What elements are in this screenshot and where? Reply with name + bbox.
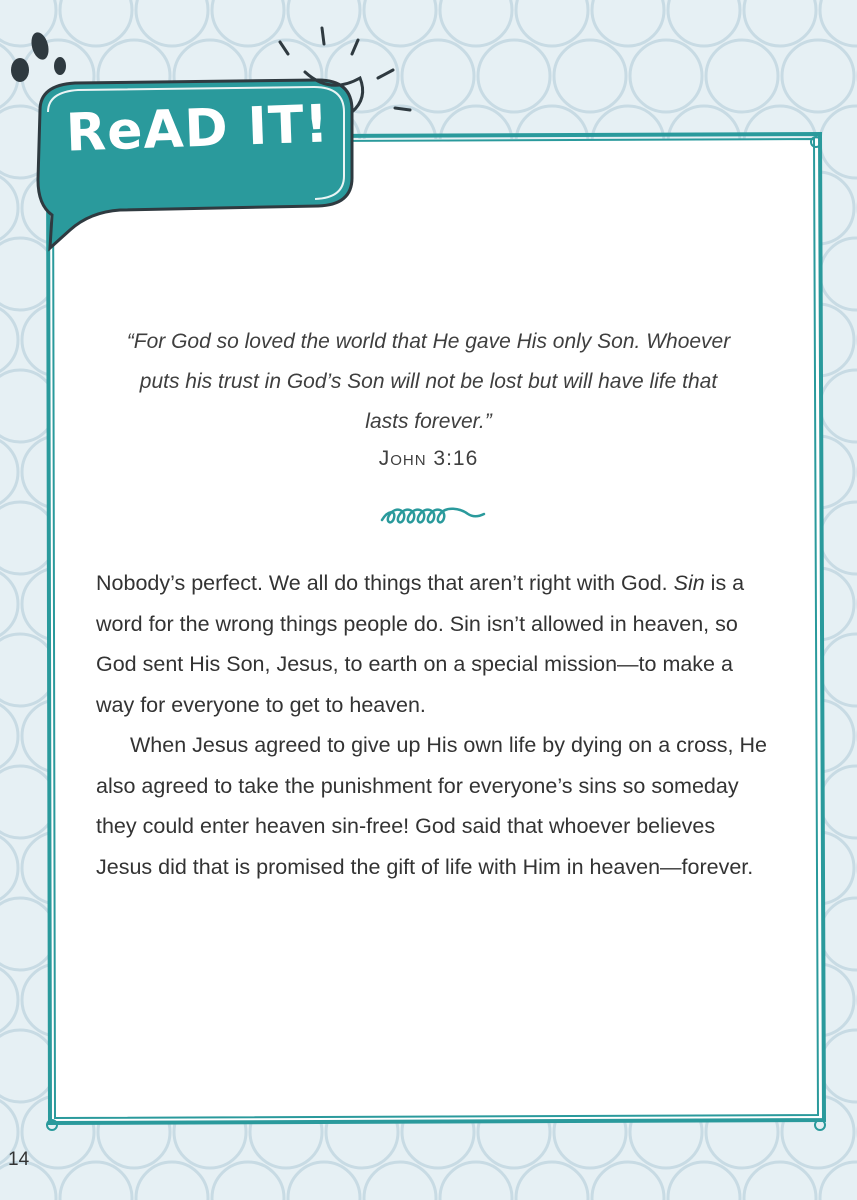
scripture-verse [120, 322, 737, 476]
body-text [96, 563, 776, 887]
verse-text: “For God so loved the world that He gave His only Son. Whoever puts his trust in God’s Son will not be lost but will have life that lasts forever.” [126, 330, 731, 433]
paragraph-1-lead: Nobody’s perfect. We all do things that aren’t right with God. [96, 571, 674, 595]
paragraph-1 [96, 563, 776, 725]
page-number: 14 [8, 1149, 30, 1170]
verse-reference: John 3:16 [378, 447, 479, 470]
paragraph-1-rest: is a word for the wrong things people do. Sin isn’t allowed in heaven, so God sent His Son, Jesus, to earth on a special mission—to make a way for everyone to get to heaven. [96, 571, 745, 717]
read-it-title: ReAD IT! [65, 94, 331, 164]
swirl-divider-icon [378, 506, 488, 530]
paragraph-2: When Jesus agreed to give up His own life by dying on a cross, He also agreed to take the punishment for everyone’s sins so someday they could enter heaven sin-free! God said that whoever believes Jesus did that is promised the gift of life with Him in heaven—forever. [96, 733, 767, 879]
droplet-decoration [11, 30, 66, 82]
sin-emphasis: Sin [673, 571, 705, 595]
